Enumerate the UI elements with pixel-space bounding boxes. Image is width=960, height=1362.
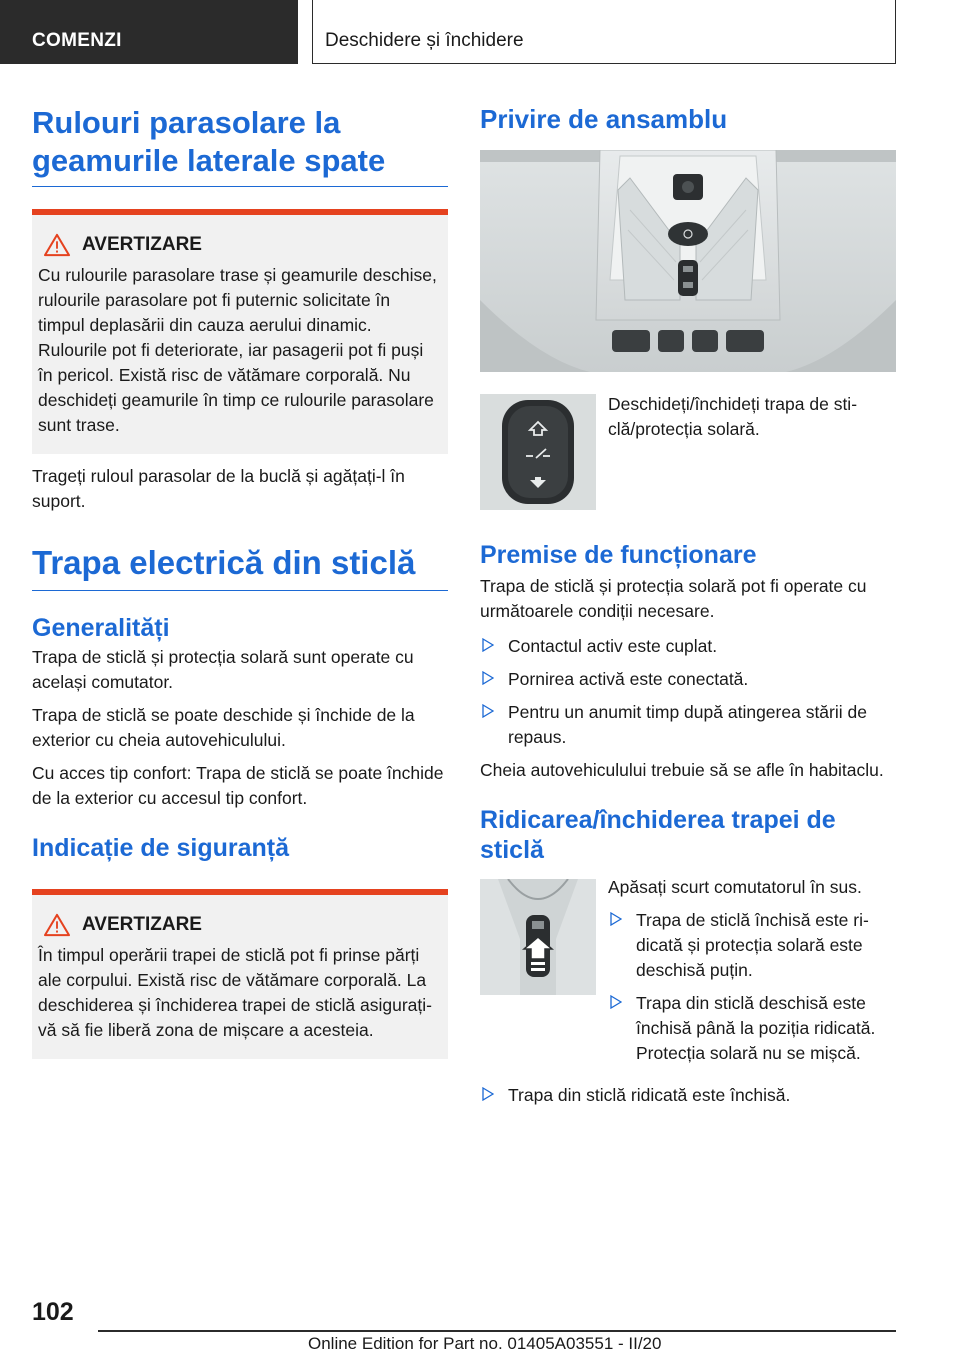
warning-header <box>38 233 438 257</box>
page-header <box>0 0 960 66</box>
prereq-list <box>480 634 896 750</box>
key-text: Cheia autovehiculului trebuie să se afle în habitaclu. <box>480 760 884 780</box>
safety-title: Indicație de siguranță <box>32 834 290 862</box>
sunroof-title: Trapa electrică din sticlă <box>32 544 448 591</box>
prereq-title: Premise de funcționare <box>480 541 757 569</box>
overhead-console-illustration <box>480 150 896 372</box>
bullet-triangle-icon <box>482 1087 494 1101</box>
list-item: Contactul activ este cuplat. <box>480 634 896 659</box>
raise-list <box>480 1083 896 1108</box>
warning-title: AVERTIZARE <box>82 234 202 255</box>
section-tab: COMENZI <box>0 0 298 64</box>
page-number: 102 <box>32 1298 74 1326</box>
prereq-text: Trapa de sticlă și protecția solară pot fi operate cu următoarele condiții necesare. <box>480 576 867 621</box>
overhead-console-image <box>480 150 896 372</box>
warning-text: În timpul operării trapei de sticlă pot fi prinse părți ale corpului. Există risc de vătămare corporală. La deschiderea și închiderea trapei de sticlă asigurați-vă să fie liberă zona de mișcare a acesteia. <box>38 945 432 1040</box>
sunroof-switch-illustration <box>480 394 596 510</box>
raise-text-block <box>608 875 896 1074</box>
switch-caption: Deschideți/închideți trapa de sticlă/protecția solară. <box>608 394 858 439</box>
bullet-triangle-icon <box>610 912 622 926</box>
bullet-triangle-icon <box>610 995 622 1009</box>
list-item: Trapa de sticlă închisă este ridicată și protecția solară este deschisă puțin. <box>608 908 896 983</box>
warning-box-sunroof <box>32 889 448 1059</box>
switch-row <box>480 394 896 510</box>
warning-triangle-icon <box>42 913 72 937</box>
switch-press-illustration <box>480 879 596 995</box>
general-paragraph-2: Trapa de sticlă se poate deschide și închide de la exterior cu cheia autovehiculului. <box>32 705 415 750</box>
sunroof-switch-image <box>480 394 596 510</box>
switch-press-image <box>480 879 596 995</box>
general-title: Generalități <box>32 614 170 642</box>
raise-sub-list <box>608 908 896 1066</box>
overview-title: Privire de ansamblu <box>480 104 728 134</box>
raise-intro: Apăsați scurt comutatorul în sus. <box>608 877 862 897</box>
list-item: Pornirea activă este conectată. <box>480 667 896 692</box>
footer-edition: Online Edition for Part no. 01405A03551 - II/20 <box>308 1334 662 1353</box>
list-item: Pentru un anumit timp după atingerea stării de repaus. <box>480 700 896 750</box>
warning-triangle-icon <box>42 233 72 257</box>
blinds-title: Rulouri parasolare la geamurile laterale spate <box>32 104 448 187</box>
bullet-triangle-icon <box>482 638 494 652</box>
chapter-tab: Deschidere și închidere <box>312 0 896 64</box>
general-paragraph-3: Cu acces tip confort: Trapa de sticlă se poate închide de la exterior cu accesul tip confort. <box>32 763 444 808</box>
raise-title: Ridicarea/închiderea trapei de sticlă <box>480 806 836 864</box>
raise-row <box>480 879 896 1083</box>
warning-header <box>38 913 438 937</box>
footer-divider <box>98 1330 896 1332</box>
right-column <box>480 100 896 1116</box>
list-item: Trapa din sticlă deschisă este închisă până la poziția ridicată. Protecția solară nu se mișcă. <box>608 991 896 1066</box>
bullet-triangle-icon <box>482 704 494 718</box>
blinds-instructions: Trageți ruloul parasolar de la buclă și agățați-l în suport. <box>32 466 405 511</box>
warning-text: Cu rulourile parasolare trase și geamurile deschise, rulourile parasolare pot fi puternic solicitate în timpul deplasării din cauza aerului dinamic. Rulourile pot fi deteriorate, iar pasagerii pot fi puși în pericol. Există risc de vătămare corporală. Nu deschideți geamurile în timp ce rulourile parasolare sunt trase. <box>38 265 437 435</box>
general-paragraph-1: Trapa de sticlă și protecția solară sunt operate cu același comutator. <box>32 647 414 692</box>
warning-title: AVERTIZARE <box>82 914 202 935</box>
warning-box-blinds <box>32 209 448 454</box>
list-item: Trapa din sticlă ridicată este închisă. <box>480 1083 896 1108</box>
left-column <box>32 100 448 1059</box>
bullet-triangle-icon <box>482 671 494 685</box>
